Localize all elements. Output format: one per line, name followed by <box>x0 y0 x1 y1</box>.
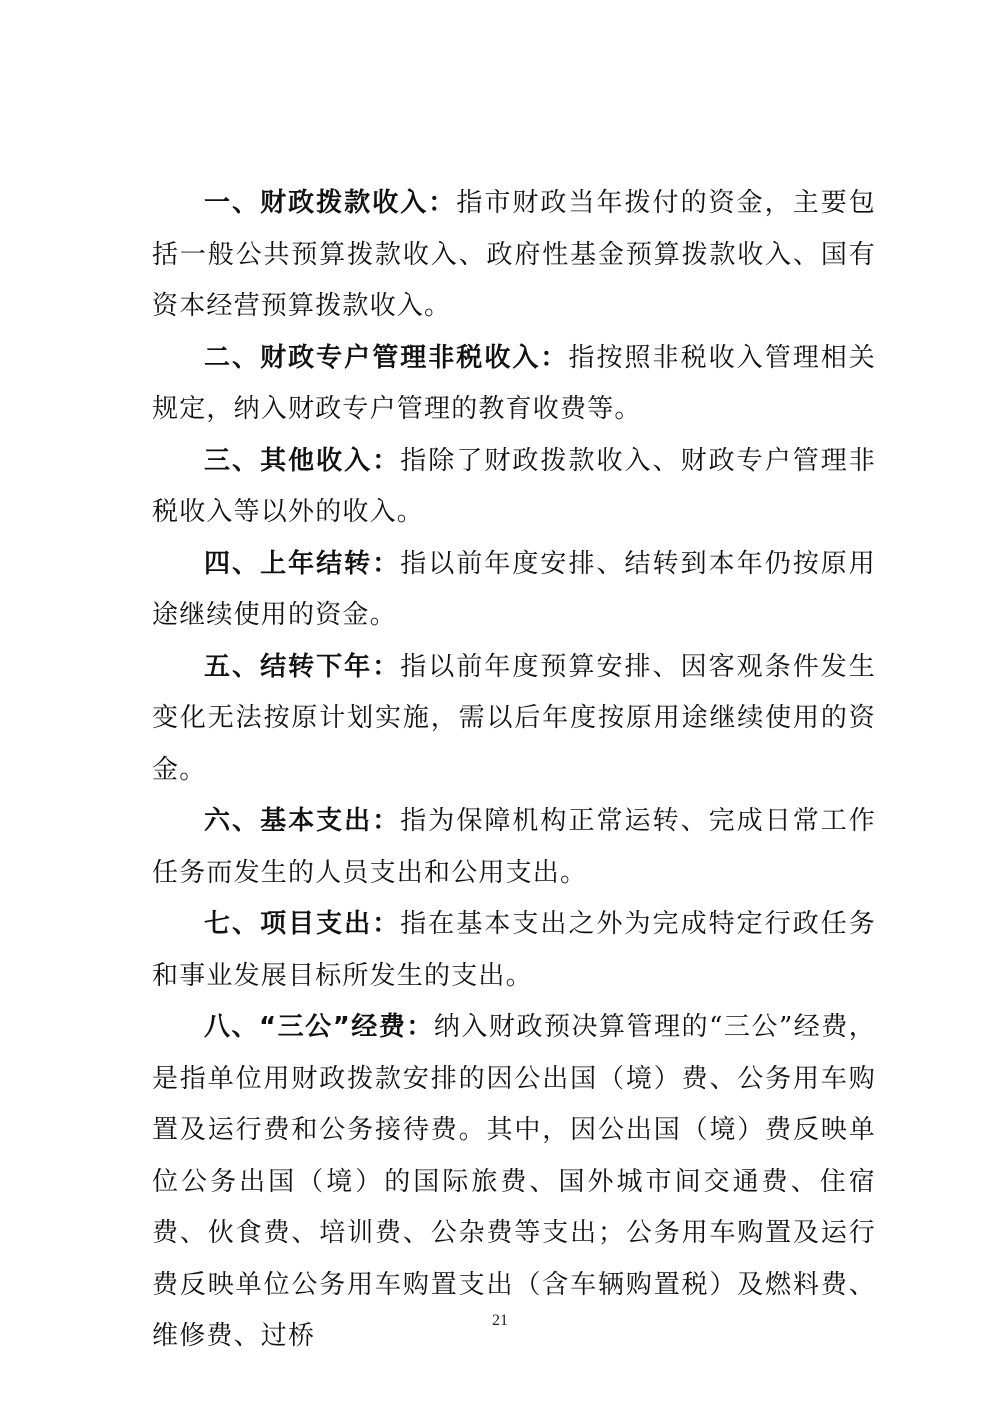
term-label: 七、项目支出： <box>204 909 401 939</box>
term-label: 二、财政专户管理非税收入： <box>204 342 569 373</box>
page-number: 21 <box>492 1312 508 1329</box>
definition-text: 纳入财政预决算管理的“三公”经费，是指单位用财政拨款安排的因公出国（境）费、公务用车购置及运行费和公务接待费。其中，因公出国（境）费反映单位公务出国（境）的国际旅费、国外城市间交通费、住宿费、伙食费、培训费、公杂费等支出；公务用车购置及运行费反映单位公务用车购置支出（含车辆购置税）及燃料费、维修费、过桥 <box>152 1012 876 1351</box>
definition-text: 指以前年度安排、结转到本年仍按原用途继续使用的资金。 <box>152 548 876 630</box>
definition-text: 指为保障机构正常运转、完成日常工作任务而发生的人员支出和公用支出。 <box>152 806 876 888</box>
definition-paragraph-6 <box>152 796 876 899</box>
definition-paragraph-3 <box>152 436 876 539</box>
definition-text: 指除了财政拨款收入、财政专户管理非税收入等以外的收入。 <box>152 445 876 527</box>
definition-paragraph-4 <box>152 539 876 642</box>
term-label: 五、结转下年： <box>204 651 401 682</box>
term-label: 六、基本支出： <box>204 806 401 836</box>
definition-paragraph-7 <box>152 899 876 1002</box>
definition-text: 指按照非税收入管理相关规定，纳入财政专户管理的教育收费等。 <box>152 342 876 424</box>
definition-paragraph-5 <box>152 642 876 797</box>
term-label: 四、上年结转： <box>204 548 401 579</box>
definition-paragraph-1 <box>152 178 876 333</box>
document-body <box>152 178 876 1363</box>
definition-paragraph-8 <box>152 1002 876 1363</box>
term-label: 一、财政拨款收入： <box>204 188 457 218</box>
term-label: 三、其他收入： <box>204 445 401 476</box>
definition-text: 指以前年度预算安排、因客观条件发生变化无法按原计划实施，需以后年度按原用途继续使用的资金。 <box>152 651 876 785</box>
term-label: 八、“三公”经费： <box>204 1012 434 1042</box>
definition-text: 指在基本支出之外为完成特定行政任务和事业发展目标所发生的支出。 <box>152 909 876 991</box>
definition-text: 指市财政当年拨付的资金，主要包括一般公共预算拨款收入、政府性基金预算拨款收入、国有资本经营预算拨款收入。 <box>152 188 876 321</box>
definition-paragraph-2 <box>152 333 876 436</box>
